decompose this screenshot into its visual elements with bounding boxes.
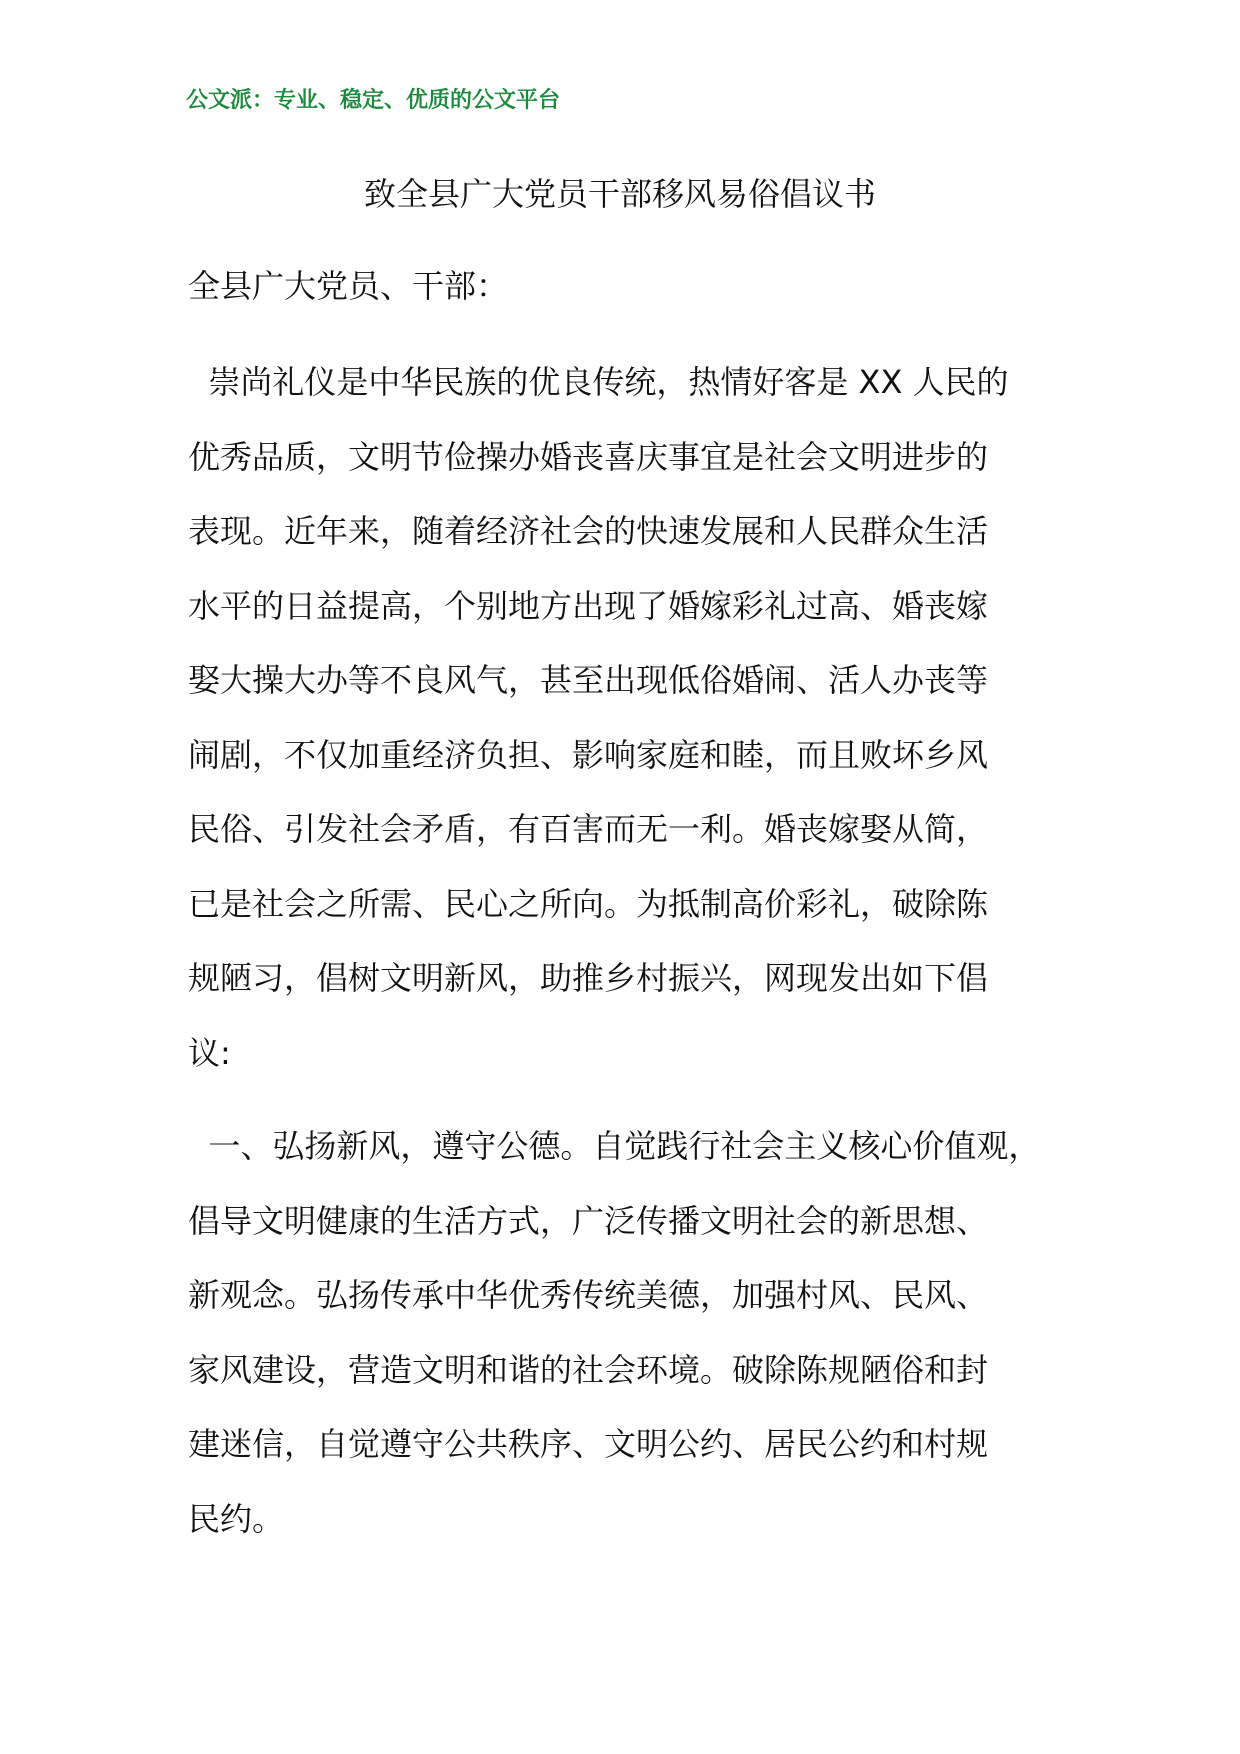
paragraph-line: 规陋习，倡树文明新风，助推乡村振兴，网现发出如下倡 [188, 959, 989, 997]
paragraph-line: 民俗、引发社会矛盾，有百害而无一利。婚丧嫁娶从简， [188, 810, 989, 848]
paragraph-line: 议: [188, 1033, 231, 1072]
paragraph-line: 优秀品质，文明节俭操办婚丧喜庆事宜是社会文明进步的 [188, 437, 989, 476]
paragraph-line: 崇尚礼仪是中华民族的优良传统，热情好客是 XX 人民的 [188, 363, 1009, 401]
paragraph-line: 建迷信，自觉遵守公共秩序、文明公约、居民公约和村规 [188, 1425, 989, 1463]
paragraph-line: 已是社会之所需、民心之所向。为抵制高价彩礼，破除陈 [188, 884, 989, 923]
header-tagline: 公文派：专业、稳定、优质的公文平台 [186, 88, 561, 113]
paragraph-line: 水平的日益提高，个别地方出现了婚嫁彩礼过高、婚丧嫁 [188, 586, 989, 625]
body-paragraph [188, 360, 1088, 1105]
paragraph-line: 闹剧，不仅加重经济负担、影响家庭和睦，而且败坏乡风 [188, 735, 989, 774]
paragraph-line: 表现。近年来，随着经济社会的快速发展和人民群众生活 [188, 512, 989, 550]
paragraph-line: 民约。 [188, 1499, 285, 1538]
body-paragraph [188, 1124, 1088, 1571]
document-title: 致全县广大党员干部移风易俗倡议书 [363, 175, 876, 213]
paragraph-line: 家风建设，营造文明和谐的社会环境。破除陈规陋俗和封 [188, 1350, 989, 1389]
paragraph-line: 新观念。弘扬传承中华优秀传统美德，加强村风、民风、 [188, 1276, 989, 1314]
salutation: 全县广大党员、干部： [188, 267, 509, 305]
paragraph-line: 娶大操大办等不良风气，甚至出现低俗婚闹、活人办丧等 [188, 661, 989, 699]
paragraph-line: 一、弘扬新风，遵守公德。自觉践行社会主义核心价值观， [188, 1127, 1041, 1165]
paragraph-line: 倡导文明健康的生活方式，广泛传播文明社会的新思想、 [188, 1201, 989, 1240]
